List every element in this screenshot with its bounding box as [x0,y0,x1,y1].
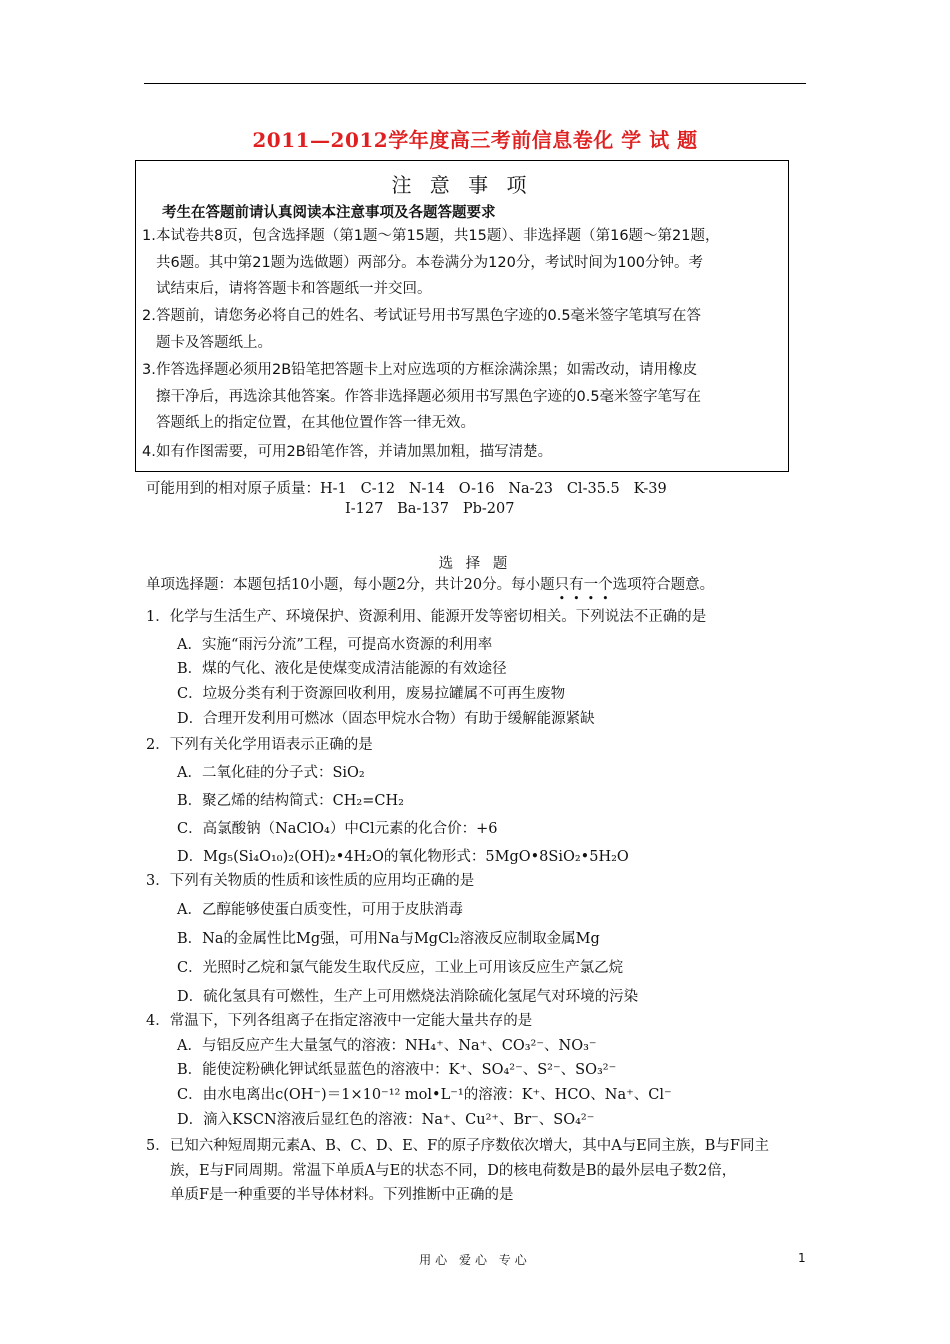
question-option: C．垃圾分类有利于资源回收利用，废易拉罐属不可再生废物 [177,686,566,702]
notice-item-number: 1. [142,228,156,244]
notice-item-line: 本试卷共8页，包含选择题（第1题～第15题，共15题）、非选择题（第16题～第21题， [156,228,720,244]
notice-item-number: 3. [142,362,156,378]
question-option: D．硫化氢具有可燃性，生产上可用燃烧法消除硫化氢尾气对环境的污染 [177,989,639,1005]
notice-item [142,303,782,356]
notice-item-line: 擦干净后，再选涂其他答案。作答非选择题必须用书写黑色字迹的0.5毫米签字笔写在 [156,388,702,405]
emphasis-char: 只 [554,577,570,593]
question-option: D．滴入KSCN溶液后显红色的溶液：Na⁺、Cu²⁺、Br⁻、SO₄²⁻ [177,1112,595,1128]
atomic-mass-line: I-127 Ba-137 Pb-207 [345,501,515,517]
notice-item-line: 答题前，请您务必将自己的姓名、考试证号用书写黑色字迹的0.5毫米签字笔填写在答 [156,308,702,324]
notice-item-number: 4. [142,444,156,460]
instruction-text: 单项选择题：本题包括10小题，每小题2分，共计20分。每小题 [146,577,555,593]
notice-item [142,223,782,303]
emphasis-char: 有 [569,577,584,593]
notice-box [135,160,789,472]
notice-item-line: 作答选择题必须用2B铅笔把答题卡上对应选项的方框涂满涂黑；如需改动，请用橡皮 [156,362,698,378]
question-option: B．能使淀粉碘化钾试纸显蓝色的溶液中：K⁺、SO₄²⁻、S²⁻、SO₃²⁻ [177,1062,617,1078]
question-option: C．光照时乙烷和氯气能发生取代反应，工业上可用该反应生产氯乙烷 [177,960,624,976]
question-stem: 单质F是一种重要的半导体材料。下列推断中正确的是 [170,1187,514,1203]
footer-motto: 用心 爱心 专心 [419,1253,531,1267]
question-stem: 2．下列有关化学用语表示正确的是 [146,737,373,753]
notice-item-line: 共6题。其中第21题为选做题）两部分。本卷满分为120分，考试时间为100分钟。考 [156,254,704,271]
question-option: D．合理开发利用可燃冰（固态甲烷水合物）有助于缓解能源紧缺 [177,711,595,727]
notice-heading: 注 意 事 项 [391,173,533,197]
question-stem: 5．已知六种短周期元素A、B、C、D、E、F的原子序数依次增大，其中A与E同主族，B与F同主 [146,1138,769,1154]
header-rule [144,83,806,84]
question-option: C．由水电离出c(OH⁻)＝1×10⁻¹² mol•L⁻¹的溶液：K⁺、HCO、Na⁺、Cl⁻ [177,1087,672,1103]
notice-subheading: 考生在答题前请认真阅读本注意事项及各题答题要求 [162,205,496,221]
notice-item-line: 题卡及答题纸上。 [156,334,272,351]
question-option: A．实施“雨污分流”工程，可提高水资源的利用率 [177,637,493,653]
page-number: 1 [798,1251,806,1265]
question-stem: 3．下列有关物质的性质和该性质的应用均正确的是 [146,873,475,889]
notice-item-number: 2. [142,308,156,324]
notice-item-line: 试结束后，请将答题卡和答题纸一并交回。 [156,281,432,297]
question-stem: 1．化学与生活生产、环境保护、资源利用、能源开发等密切相关。下列说法不正确的是 [146,609,707,625]
question-stem: 族，E与F同周期。常温下单质A与E的状态不同，D的核电荷数是B的最外层电子数2倍， [170,1163,737,1179]
notice-item-line: 答题纸上的指定位置，在其他位置作答一律无效。 [156,415,475,431]
instruction [146,573,714,594]
question-option: D．Mg₅(Si₄O₁₀)₂(OH)₂•4H₂O的氧化物形式：5MgO•8SiO₂•5H₂O [177,849,629,865]
question-option: C．高氯酸钠（NaClO₄）中Cl元素的化合价：+6 [177,821,498,837]
question-option: A．二氧化硅的分子式：SiO₂ [177,765,365,781]
instruction-text: 选项符合题意。 [612,577,715,593]
emphasis-char: 个 [598,577,613,593]
question-option: B．煤的气化、液化是使煤变成清洁能源的有效途径 [177,661,507,677]
notice-item [142,357,782,437]
notice-item-line: 如有作图需要，可用2B铅笔作答，并请加黑加粗，描写清楚。 [156,444,553,460]
notice-item [142,439,782,466]
section-title: 选 择 题 [438,556,512,572]
question-stem: 4．常温下，下列各组离子在指定溶液中一定能大量共存的是 [146,1013,533,1029]
atomic-mass-line: 可能用到的相对原子质量：H-1 C-12 N-14 O-16 Na-23 Cl-35.5 K-39 [146,481,667,497]
emphasis-char: 一 [583,577,599,593]
question-option: B．聚乙烯的结构简式：CH₂=CH₂ [177,793,404,809]
question-option: A．乙醇能够使蛋白质变性，可用于皮肤消毒 [177,902,463,918]
question-option: B．Na的金属性比Mg强，可用Na与MgCl₂溶液反应制取金属Mg [177,931,600,947]
question-option: A．与铝反应产生大量氢气的溶液：NH₄⁺、Na⁺、CO₃²⁻、NO₃⁻ [177,1038,597,1054]
exam-title: 2011—2012学年度高三考前信息卷化 学 试 题 [252,128,698,152]
